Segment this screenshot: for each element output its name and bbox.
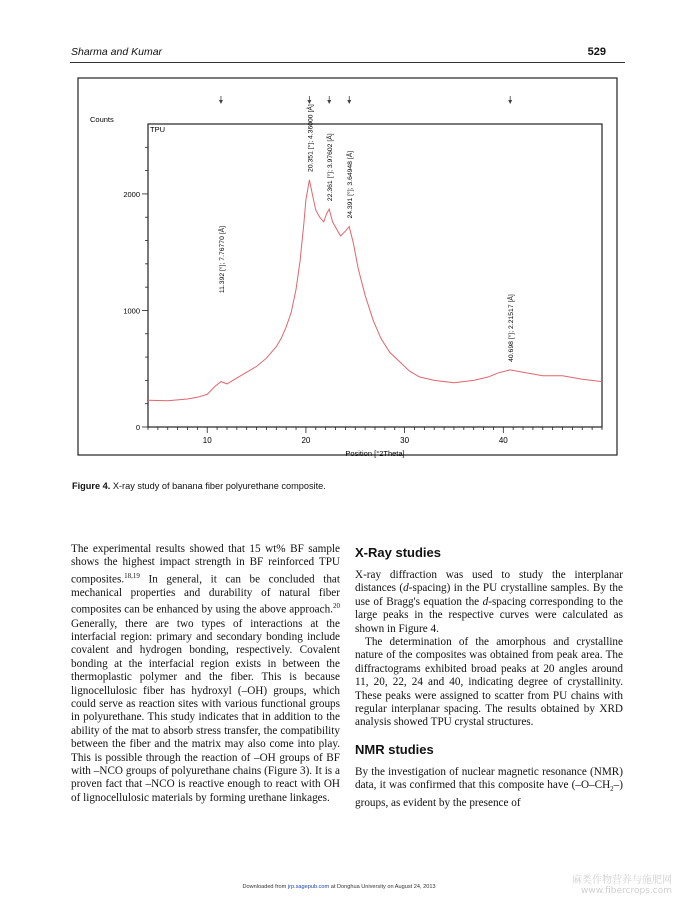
watermark-cn: 麻类作物营养与施肥网	[572, 875, 672, 886]
xray-paragraph-2: The determination of the amorphous and crystalline nature of the composites was obtained from peak area. The diffractograms exhibited broad peaks at 20 angles around 11, 20, 22, 24 and 40, indicating degree of crystallinity. These peaks were assigned to scatter from PU chains with regular interplanar spacing. The results obtained by XRD analysis showed TPU crystal structures.	[355, 636, 623, 729]
footer-suffix: at Donghua University on August 24, 2013	[329, 884, 436, 890]
x-tick-label: 10	[202, 436, 212, 445]
right-column	[355, 545, 623, 810]
y-axis-label: Counts	[90, 115, 114, 124]
header-rule	[70, 62, 625, 63]
footer-link[interactable]: jrp.sagepub.com	[287, 884, 330, 890]
xrd-figure	[70, 70, 625, 465]
peak-marker-arrow	[307, 100, 311, 104]
caption-text: X-ray study of banana fiber polyurethane composite.	[110, 481, 326, 491]
xrd-chart	[70, 70, 625, 465]
xrd-series-line	[148, 180, 602, 401]
footer-prefix: Downloaded from	[242, 884, 288, 890]
x-axis-label: Position [°2Theta]	[345, 449, 405, 458]
legend-label: TPU	[150, 125, 165, 134]
peak-marker-arrow	[327, 100, 331, 104]
nmr-heading: NMR studies	[355, 741, 434, 757]
figure-caption	[72, 481, 326, 491]
peak-label: 24.391 [°]; 3.64948 [Å]	[347, 150, 355, 219]
peak-marker-arrow	[508, 100, 512, 104]
plot-area-frame	[148, 124, 602, 427]
y-tick-label: 0	[135, 423, 140, 432]
figure-frame	[78, 78, 617, 455]
left-column	[71, 543, 340, 805]
peak-label: 40.698 [°]; 2.21517 [Å]	[508, 294, 516, 362]
peak-marker-arrow	[347, 100, 351, 104]
page-number: 529	[587, 46, 606, 58]
peak-label: 11.392 [°]; 7.76770 [Å]	[218, 225, 226, 294]
y-tick-label: 2000	[123, 189, 140, 199]
xray-heading: X-Ray studies	[355, 545, 441, 560]
caption-label: Figure 4.	[72, 481, 111, 491]
results-paragraph: The experimental results showed that 15 wt% BF sample shows the highest impact strength in BF reinforced TPU composites.$^{18,19}$ In general, it can be concluded that mechanical properties and durability of natural fiber composites can be enhanced by using the above approach.$^{20}$ Generally, there are two types of interactions at the interfacial region: primary and secondary bonding include covalent and hydrogen bonding, respectively. Covalent bonding at the interfacial region exists in between the thermoplastic polymer and the fiber. This is because lignocellulosic fiber has hydroxyl (–OH) groups, which could serve as reaction sites with various functional groups in polyurethane. This study indicates that in addition to the ability of the mat to absorb stress transfer, the compatibility between the fiber and the matrix may also come into play. This is possible through the reaction of –OH groups of BF with –NCO groups of polyurethane chains (Figure 3). It is a proven fact that –NCO is reactive enough to react with OH of lignocellulosic materials by forming urethane linkages.	[71, 543, 340, 804]
peak-label: 20.351 [°]; 4.36000 [Å]	[307, 104, 315, 172]
xray-paragraph-1: X-ray diffraction was used to study the interplanar distances (d-spacing) in the PU crystalline samples. By the use of Bragg's equation the d-spacing corresponding to the large peaks in the respective curves were calculated as shown in Figure 4.	[355, 569, 623, 635]
x-tick-label: 30	[400, 436, 410, 445]
x-tick-label: 40	[498, 436, 508, 445]
peak-label: 22.361 [°]; 3.97602 [Å]	[327, 133, 335, 202]
y-tick-label: 1000	[123, 306, 140, 316]
running-head: Sharma and Kumar	[71, 46, 163, 58]
nmr-paragraph: By the investigation of nuclear magnetic resonance (NMR) data, it was confirmed that this composite have $(-O-CH_2-)$ groups, as evident by the presence of	[355, 765, 623, 809]
watermark-url: www.fibercrops.com	[581, 886, 672, 896]
peak-marker-arrow	[219, 100, 223, 104]
x-tick-label: 20	[301, 436, 311, 445]
